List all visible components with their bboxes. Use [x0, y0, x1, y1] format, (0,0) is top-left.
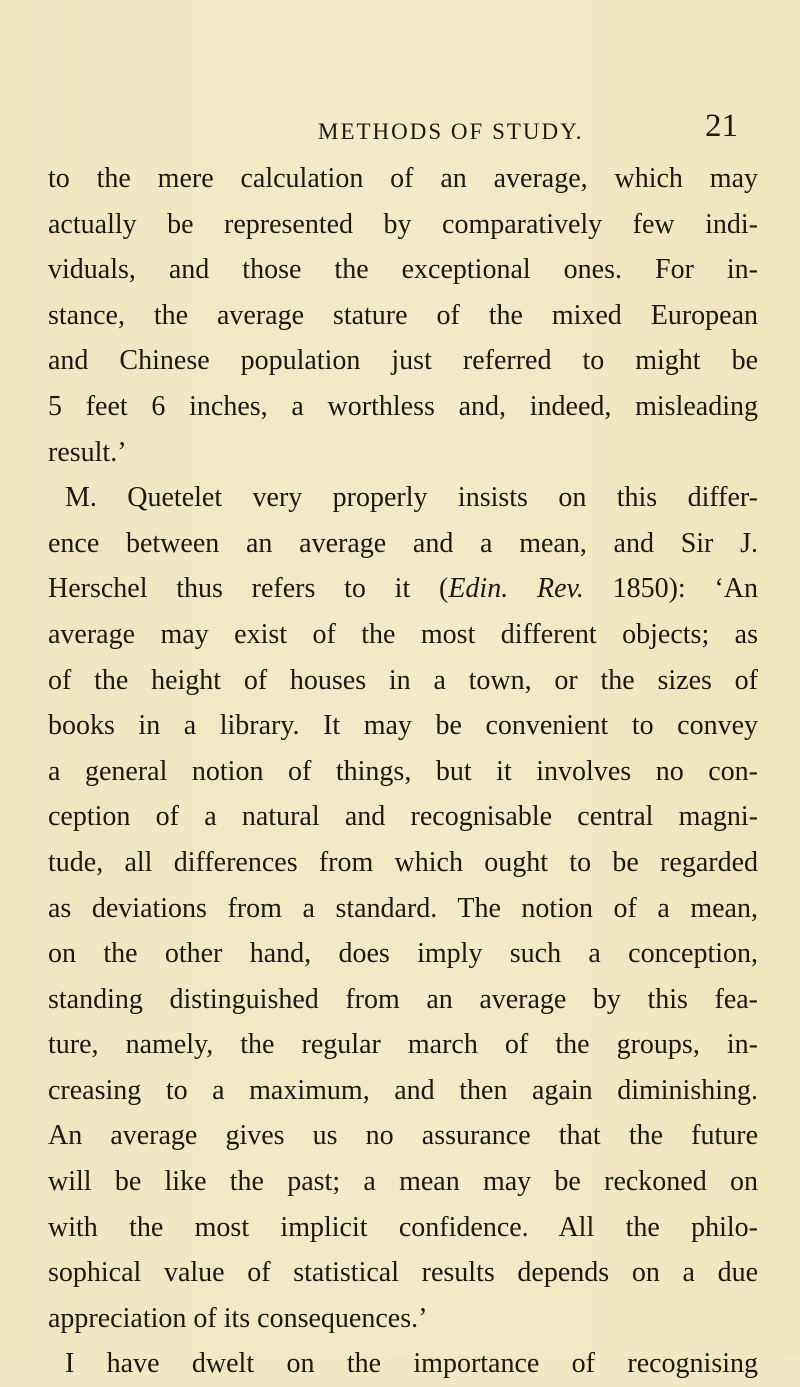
text-line: with the most implicit confidence. All the philo-: [48, 1211, 758, 1243]
text-line: An average gives us no assurance that the future: [48, 1120, 758, 1152]
text-line: standing distinguished from an average by this fea-: [48, 983, 758, 1015]
text-line: M. Quetelet very properly insists on this differ-: [65, 482, 758, 514]
text-line: viduals, and those the exceptional ones. For in-: [48, 254, 758, 286]
page-number: 21: [705, 108, 738, 144]
text-line: will be like the past; a mean may be reckoned on: [48, 1166, 758, 1198]
text-line: as deviations from a standard. The notion of a mean,: [48, 892, 758, 924]
text-line: appreciation of its consequences.’: [48, 1302, 428, 1334]
text-line: ception of a natural and recognisable central magni-: [48, 801, 758, 833]
running-title: METHODS OF STUDY.: [318, 119, 584, 144]
body-text: [48, 156, 758, 1387]
text-line: stance, the average stature of the mixed European: [48, 299, 758, 331]
text-line: 5 feet 6 inches, a worthless and, indeed, misleading: [48, 390, 758, 422]
text-segment: Herschel thus refers to it (: [48, 573, 449, 605]
text-line: average may exist of the most different objects; as: [48, 618, 758, 650]
text-line: on the other hand, does imply such a conception,: [48, 938, 758, 970]
text-line: I have dwelt on the importance of recognising: [65, 1348, 758, 1380]
text-line: tude, all differences from which ought to be regarded: [48, 846, 758, 878]
text-line: books in a library. It may be convenient to convey: [48, 710, 758, 742]
text-line: of the height of houses in a town, or the sizes of: [48, 664, 758, 696]
text-line: a general notion of things, but it involves no con-: [48, 755, 758, 787]
text-line: sophical value of statistical results depends on a due: [48, 1257, 758, 1289]
text-line: actually be represented by comparatively few indi-: [48, 208, 758, 240]
text-line: ture, namely, the regular march of the groups, in-: [48, 1029, 758, 1061]
text-line: to the mere calculation of an average, which may: [48, 163, 758, 194]
text-line: creasing to a maximum, and then again diminishing.: [48, 1074, 758, 1106]
text-line: result.’: [48, 436, 127, 468]
text-line: ence between an average and a mean, and Sir J.: [48, 527, 758, 559]
text-line: and Chinese population just referred to might be: [48, 345, 758, 377]
text-segment: 1850): ‘An: [583, 573, 758, 605]
citation-italic: Edin. Rev.: [448, 573, 584, 605]
text-line-with-citation: [48, 566, 758, 612]
